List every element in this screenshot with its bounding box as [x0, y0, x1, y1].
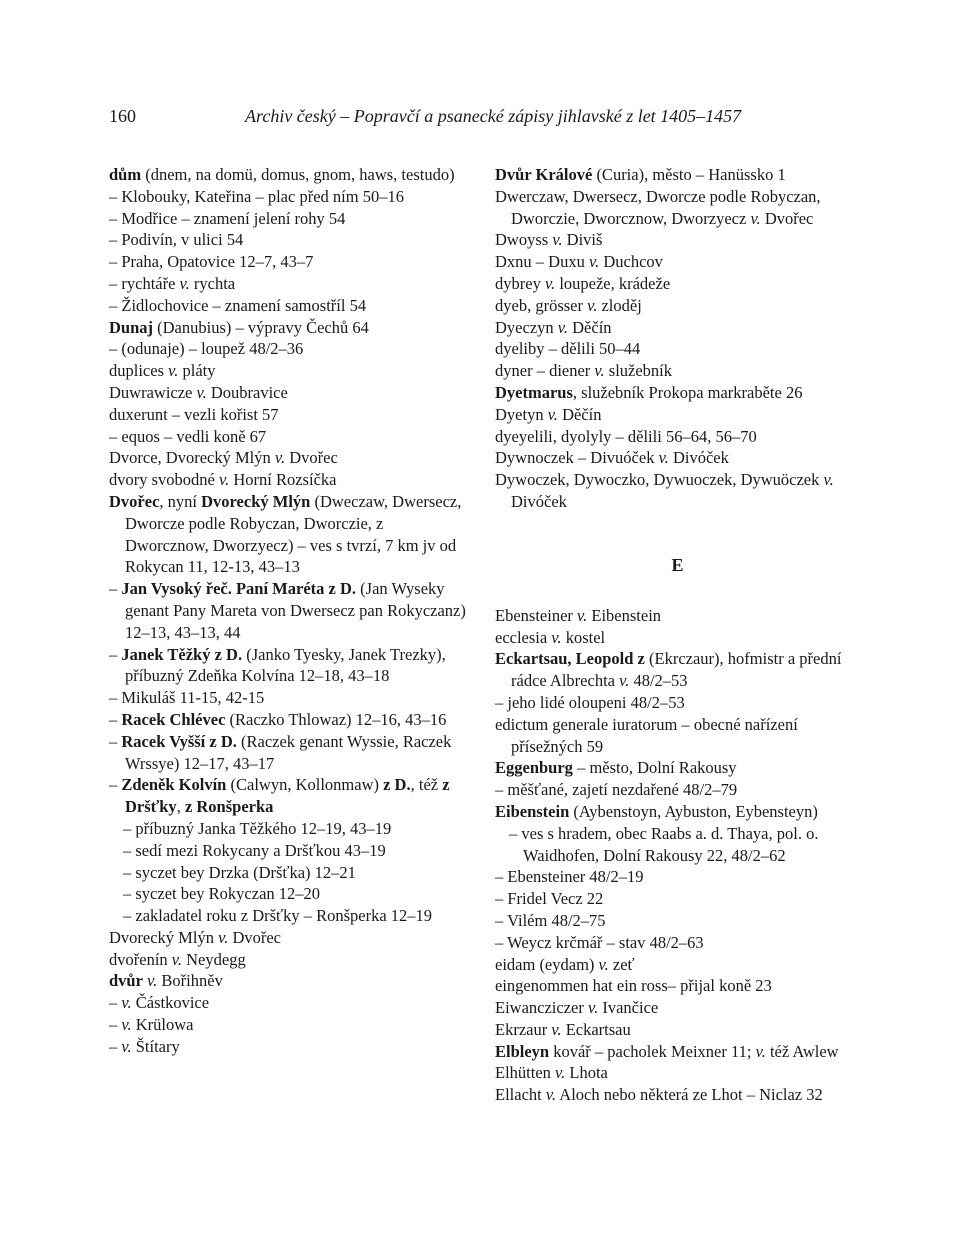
entry-text: – syczet bey Rokyczan 12–20	[123, 884, 321, 904]
entry-text: Eibenstein	[587, 605, 662, 625]
entry-text: –	[109, 775, 122, 795]
entry-text: Dvorecký Mlýn	[109, 927, 219, 947]
index-entry	[495, 426, 860, 448]
entry-reference-marker: v.	[594, 361, 605, 381]
entry-text: též Awlew	[765, 1041, 839, 1061]
entry-headword: Racek Chlévec	[121, 709, 226, 729]
index-entry	[109, 229, 471, 251]
index-entry	[495, 251, 860, 273]
index-entry	[495, 317, 860, 339]
entry-reference-marker: v.	[577, 605, 588, 625]
entry-headword: Dvorecký Mlýn	[201, 491, 311, 511]
entry-headword: dům	[109, 165, 142, 184]
entry-text: (Curia), město – Hanüssko 1	[592, 165, 786, 184]
entry-text: Dwerczaw, Dwersecz, Dworcze podle Robyczan, Dworczie, Dworcznow, Dworzyecz	[495, 186, 821, 228]
index-entry	[109, 578, 471, 643]
entry-reference-marker: v.	[598, 954, 609, 974]
entry-reference-marker: v.	[547, 404, 558, 424]
entry-text: Eiwancziczer	[495, 998, 588, 1018]
section-letter: E	[671, 554, 684, 575]
entry-text: –	[109, 731, 122, 751]
entry-headword: Zdeněk Kolvín	[121, 775, 227, 795]
entry-text: – Mikuláš 11-15, 42-15	[109, 688, 265, 708]
entry-text: (Ekrczaur), hofmistr a přední rádce Albrechta	[511, 649, 842, 691]
index-entry	[495, 954, 860, 976]
entry-text: –	[109, 1015, 122, 1035]
entry-headword: Dunaj	[109, 317, 154, 337]
index-entry	[109, 338, 471, 360]
entry-text: – příbuzný Janka Těžkého 12–19, 43–19	[123, 818, 392, 838]
entry-headword: Janek Těžký z D.	[121, 644, 243, 664]
entry-text: – Klobouky, Kateřina – plac před ním 50–16	[109, 186, 404, 206]
entry-reference-marker: v.	[121, 1036, 132, 1056]
index-entry	[109, 491, 471, 578]
index-entry	[109, 251, 471, 273]
entry-text: služebník	[604, 361, 673, 381]
entry-headword: Dyetmarus	[495, 382, 573, 402]
index-entry	[495, 164, 860, 186]
index-entry	[109, 208, 471, 230]
index-entry	[495, 648, 860, 692]
entry-text: – jeho lidé oloupeni 48/2–53	[495, 692, 685, 712]
entry-reference-marker: v.	[274, 448, 286, 468]
running-title: Archiv český – Popravčí a psanecké zápisy jihlavské z let 1405–1457	[245, 106, 742, 126]
entry-text: eingenommen hat ein ross– přijal koně 23	[495, 976, 772, 996]
index-entry	[109, 447, 471, 469]
entry-reference-marker: v.	[168, 361, 179, 381]
entry-text: Dxnu – Duxu	[495, 252, 589, 272]
entry-reference-marker: v.	[823, 470, 834, 490]
index-entry	[109, 273, 471, 295]
index-entry	[109, 709, 471, 731]
index-entry	[109, 905, 471, 927]
index-entry-list	[109, 164, 471, 1058]
entry-text: – Židlochovice – znamení samostříl 54	[109, 295, 367, 315]
index-entry	[495, 801, 860, 823]
entry-text: – Modřice – znamení jelení rohy 54	[109, 208, 346, 228]
entry-text: dyner – diener	[495, 361, 595, 381]
entry-text: edictum generale iuratorum – obecné nařízení přísežných 59	[495, 714, 798, 756]
index-entry	[109, 426, 471, 448]
index-entry	[495, 714, 860, 758]
entry-reference-marker: v.	[619, 671, 630, 691]
entry-text: dvořenín	[109, 949, 172, 969]
entry-reference-marker: v.	[658, 448, 669, 468]
entry-text: Dywoczek, Dywoczko, Dywuoczek, Dywuöczek	[495, 470, 824, 490]
index-entry	[109, 992, 471, 1014]
page-number: 160	[109, 106, 136, 126]
entry-text: dybrey	[495, 273, 545, 293]
index-entry	[109, 840, 471, 862]
entry-text: 48/2–53	[629, 671, 688, 691]
index-entry	[495, 273, 860, 295]
entry-text: – Podivín, v ulici 54	[109, 230, 244, 250]
entry-text: Divóček	[668, 448, 729, 468]
index-entry	[495, 447, 860, 469]
index-entry	[495, 1084, 860, 1106]
index-entry	[109, 469, 471, 491]
entry-headword: z Dršťky	[125, 775, 450, 817]
entry-text: dyeb, grösser	[495, 295, 588, 315]
index-entry	[495, 186, 860, 230]
index-entry	[109, 970, 471, 992]
entry-text: – Ebensteiner 48/2–19	[495, 867, 644, 887]
entry-reference-marker: v.	[121, 1015, 132, 1035]
entry-text: (dnem, na domü, domus, gnom, haws, testudo)	[141, 165, 455, 184]
entry-text: – syczet bey Drzka (Dršťka) 12–21	[123, 862, 356, 882]
entry-reference-marker: v.	[557, 317, 568, 337]
entry-text: Neydegg	[182, 949, 246, 969]
index-entry	[109, 644, 471, 688]
entry-reference-marker: v.	[587, 295, 598, 315]
entry-reference-marker: v.	[121, 993, 132, 1013]
entry-text: ecclesia	[495, 627, 552, 647]
index-entry	[495, 469, 860, 513]
index-entry	[495, 888, 860, 910]
entry-reference-marker: v.	[587, 998, 599, 1018]
entry-text: Dyetyn	[495, 404, 548, 424]
index-entry	[495, 823, 860, 867]
entry-headword: z D.	[383, 775, 411, 795]
entry-text: pláty	[178, 361, 216, 381]
index-entry	[109, 1036, 471, 1058]
entry-reference-marker: v.	[219, 470, 230, 490]
index-entry	[495, 229, 860, 251]
entry-reference-marker: v.	[179, 273, 190, 293]
index-entry	[495, 1041, 860, 1063]
entry-text: kovář – pacholek Meixner 11;	[549, 1041, 756, 1061]
index-entry-list	[495, 164, 860, 513]
entry-headword: Eggenburg	[495, 758, 573, 778]
entry-text: Děčín	[557, 404, 602, 424]
entry-text: – rychtáře	[109, 273, 180, 293]
entry-headword: Eibenstein	[495, 801, 570, 821]
entry-text: , též	[410, 775, 443, 795]
entry-reference-marker: v.	[218, 927, 229, 947]
entry-text: eidam (eydam)	[495, 954, 599, 974]
entry-text: – město, Dolní Rakousy	[572, 758, 737, 778]
entry-reference-marker: v.	[750, 208, 761, 228]
entry-headword: Jan Vysoký řeč. Paní Maréta z D.	[121, 579, 357, 599]
index-column-right	[495, 164, 860, 1106]
index-entry	[495, 997, 860, 1019]
entry-text: Dvořec	[285, 448, 338, 468]
entry-text: Dyeczyn	[495, 317, 558, 337]
entry-text: ,	[176, 797, 185, 817]
entry-reference-marker: v.	[545, 1085, 557, 1105]
entry-reference-marker: v.	[544, 273, 556, 293]
index-entry	[109, 360, 471, 382]
entry-reference-marker: v.	[171, 949, 183, 969]
entry-headword: Eckartsau, Leopold z	[495, 649, 645, 669]
index-entry	[495, 779, 860, 801]
entry-text: Dywnoczek – Divuóček	[495, 448, 659, 468]
index-entry	[495, 1062, 860, 1084]
index-entry	[495, 295, 860, 317]
index-entry	[495, 360, 860, 382]
page-header	[0, 106, 960, 128]
entry-text: – zakladatel roku z Dršťky – Ronšperka 12–19	[123, 906, 433, 926]
index-entry	[109, 731, 471, 775]
index-entry-list	[495, 605, 860, 1106]
index-entry	[495, 975, 860, 997]
entry-reference-marker: v.	[755, 1041, 766, 1061]
entry-text: Dvořec	[228, 927, 281, 947]
entry-reference-marker: v.	[552, 230, 563, 250]
entry-text: Diviš	[562, 230, 603, 250]
entry-text: – sedí mezi Rokycany a Dršťkou 43–19	[123, 840, 386, 860]
index-entry	[495, 866, 860, 888]
entry-text: – Fridel Vecz 22	[495, 889, 604, 909]
index-entry	[495, 338, 860, 360]
index-entry	[109, 927, 471, 949]
entry-reference-marker: v.	[551, 627, 562, 647]
entry-text: –	[109, 709, 122, 729]
entry-text: Lhota	[565, 1063, 608, 1083]
index-entry	[109, 883, 471, 905]
entry-text: – měšťané, zajetí nezdařené 48/2–79	[495, 780, 738, 800]
index-entry	[109, 382, 471, 404]
index-entry	[495, 932, 860, 954]
index-entry	[109, 186, 471, 208]
index-entry	[495, 692, 860, 714]
entry-text: – Weycz krčmář – stav 48/2–63	[495, 932, 704, 952]
entry-reference-marker: v.	[147, 971, 158, 991]
entry-headword: Racek Vyšší z D.	[121, 731, 237, 751]
entry-headword: Dvořec	[109, 491, 160, 511]
entry-text: Děčín	[568, 317, 612, 337]
entry-reference-marker: v.	[588, 252, 600, 272]
entry-text: (Raczko Thlowaz) 12–16, 43–16	[225, 709, 447, 729]
index-entry	[109, 1014, 471, 1036]
entry-text: Horní Rozsíčka	[229, 470, 337, 490]
entry-headword: Dvůr Králové	[495, 165, 593, 184]
entry-text: , služebník Prokopa markraběte 26	[572, 382, 803, 402]
entry-reference-marker: v.	[196, 382, 207, 402]
entry-text: Ellacht	[495, 1085, 546, 1105]
index-entry	[109, 687, 471, 709]
entry-text: (Jan Wyseky genant Pany Mareta von Dwersecz pan Rokyczanz) 12–13, 43–13, 44	[125, 579, 466, 642]
index-entry	[109, 949, 471, 971]
entry-text: Aloch nebo některá ze Lhot – Niclaz 32	[556, 1085, 823, 1105]
entry-headword: dvůr	[109, 971, 143, 991]
index-entry	[495, 404, 860, 426]
entry-text: loupeže, krádeže	[555, 273, 671, 293]
index-entry	[495, 605, 860, 627]
entry-text: Duchcov	[599, 252, 663, 272]
entry-text: –	[109, 1036, 122, 1056]
entry-text: –	[109, 993, 122, 1013]
entry-text: zloděj	[597, 295, 642, 315]
entry-text: (Janko Tyesky, Janek Trezky), příbuzný Zdeňka Kolvína 12–18, 43–18	[125, 644, 446, 686]
entry-text: – equos – vedli koně 67	[109, 426, 267, 446]
entry-text: duxerunt – vezli kořist 57	[109, 404, 279, 424]
index-entry	[109, 862, 471, 884]
entry-text: Ebensteiner	[495, 605, 578, 625]
index-entry	[495, 627, 860, 649]
index-column-left	[109, 164, 471, 1058]
index-entry	[109, 404, 471, 426]
entry-text: Eckartsau	[561, 1019, 631, 1039]
index-entry	[495, 910, 860, 932]
entry-text: Štítary	[131, 1036, 180, 1056]
entry-text: Dvořec	[760, 208, 814, 228]
index-entry	[109, 818, 471, 840]
entry-text: (Calwyn, Kollonmaw)	[226, 775, 384, 795]
entry-reference-marker: v.	[551, 1019, 562, 1039]
entry-text: – ves s hradem, obec Raabs a. d. Thaya, pol. o. Waidhofen, Dolní Rakousy 22, 48/2–62	[509, 823, 819, 865]
entry-text: Ekrzaur	[495, 1019, 552, 1039]
entry-text: Divóček	[511, 491, 567, 511]
entry-text: dyeliby – dělili 50–44	[495, 339, 641, 359]
entry-text: Elhütten	[495, 1063, 556, 1083]
entry-text: kostel	[561, 627, 606, 647]
entry-reference-marker: v.	[555, 1063, 566, 1083]
entry-text: –	[109, 579, 122, 599]
entry-text: Duwrawicze	[109, 382, 197, 402]
entry-text: Dwoyss	[495, 230, 553, 250]
entry-text: rychta	[189, 273, 236, 293]
entry-text: Ivančice	[598, 998, 659, 1018]
entry-text: , nyní	[159, 491, 202, 511]
index-entry	[109, 164, 471, 186]
entry-headword: z Ronšperka	[184, 797, 274, 817]
index-entry	[495, 757, 860, 779]
entry-text: – (odunaje) – loupež 48/2–36	[109, 339, 304, 359]
entry-text: dvory svobodné	[109, 470, 219, 490]
entry-headword: Elbleyn	[495, 1041, 550, 1061]
entry-text: (Danubius) – výpravy Čechů 64	[153, 317, 369, 337]
entry-text: (Aybenstoyn, Aybuston, Eybensteyn)	[569, 801, 818, 821]
entry-text: (Dweczaw, Dwersecz, Dworcze podle Robyczan, Dworczie, z Dworcznow, Dworzyecz) – ves s tvrzí, 7 km jv od Rokycan 11, 12-13, 43–13	[125, 491, 462, 577]
entry-text: – Praha, Opatovice 12–7, 43–7	[109, 252, 314, 272]
entry-text: (Raczek genant Wyssie, Raczek Wrssye) 12–17, 43–17	[125, 731, 452, 773]
index-entry	[109, 317, 471, 339]
index-entry	[109, 774, 471, 818]
entry-text: –	[109, 644, 122, 664]
entry-text: Bořihněv	[157, 971, 223, 991]
entry-text: zeť	[608, 954, 635, 974]
entry-text: duplices	[109, 361, 169, 381]
entry-text: Dvorce, Dvorecký Mlýn	[109, 448, 275, 468]
index-entry	[109, 295, 471, 317]
entry-text: Částkovice	[131, 993, 210, 1013]
entry-text: Krülowa	[131, 1015, 194, 1035]
entry-text: – Vilém 48/2–75	[495, 910, 606, 930]
entry-text: Doubravice	[206, 382, 288, 402]
index-entry	[495, 1019, 860, 1041]
index-entry	[495, 382, 860, 404]
entry-text: dyeyelili, dyolyly – dělili 56–64, 56–70	[495, 426, 757, 446]
